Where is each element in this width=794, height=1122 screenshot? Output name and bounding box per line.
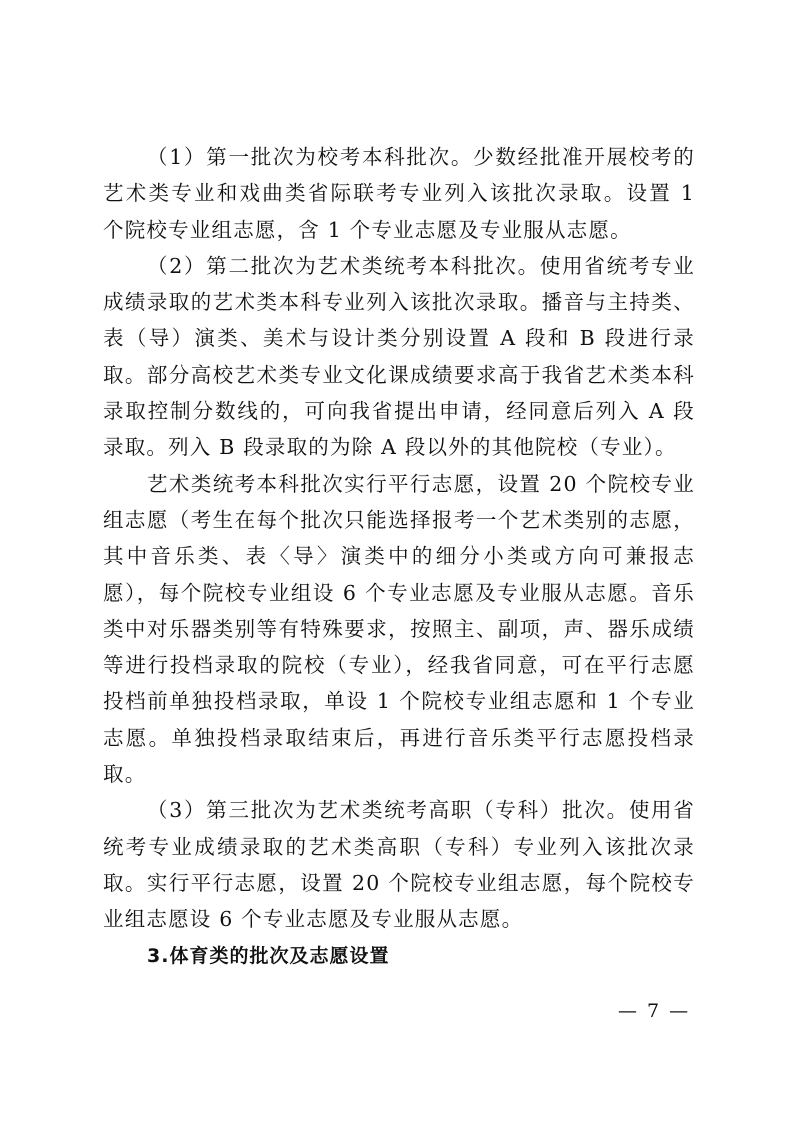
section-heading: 3.体育类的批次及志愿设置 (147, 944, 390, 967)
document-body (103, 139, 695, 974)
page-number: — 7 — (618, 1000, 691, 1022)
paragraph-batch-2: （2）第二批次为艺术类统考本科批次。使用省统考专业成绩录取的艺术类本科专业列入该批次录取。播音与主持类、表（导）演类、美术与设计类分别设置 A 段和 B 段进行录取。部分高校艺术类专业文化课成绩要求高于我省艺术类本科录取控制分数线的，可向我省提出申请，经同意后列入 A 段录取。列入 B 段录取的为除 A 段以外的其他院校（专业）。 (103, 253, 695, 460)
paragraph-parallel-volunteer: 艺术类统考本科批次实行平行志愿，设置 20 个院校专业组志愿（考生在每个批次只能选择报考一个艺术类别的志愿，其中音乐类、表〈导〉演类中的细分小类或方向可兼报志愿），每个院校专业组设 6 个专业志愿及专业服从志愿。音乐类中对乐器类别等有特殊要求，按照主、副项，声、器乐成绩等进行投档录取的院校（专业），经我省同意，可在平行志愿投档前单独投档录取，单设 1 个院校专业组志愿和 1 个专业志愿。单独投档录取结束后，再进行音乐类平行志愿投档录取。 (103, 471, 695, 787)
paragraph-batch-1: （1）第一批次为校考本科批次。少数经批准开展校考的艺术类专业和戏曲类省际联考专业列入该批次录取。设置 1 个院校专业组志愿，含 1 个专业志愿及专业服从志愿。 (103, 145, 695, 242)
paragraph-batch-3: （3）第三批次为艺术类统考高职（专科）批次。使用省统考专业成绩录取的艺术类高职（专科）专业列入该批次录取。实行平行志愿，设置 20 个院校专业组志愿，每个院校专业组志愿设 6 个专业志愿及专业服从志愿。 (103, 798, 695, 932)
